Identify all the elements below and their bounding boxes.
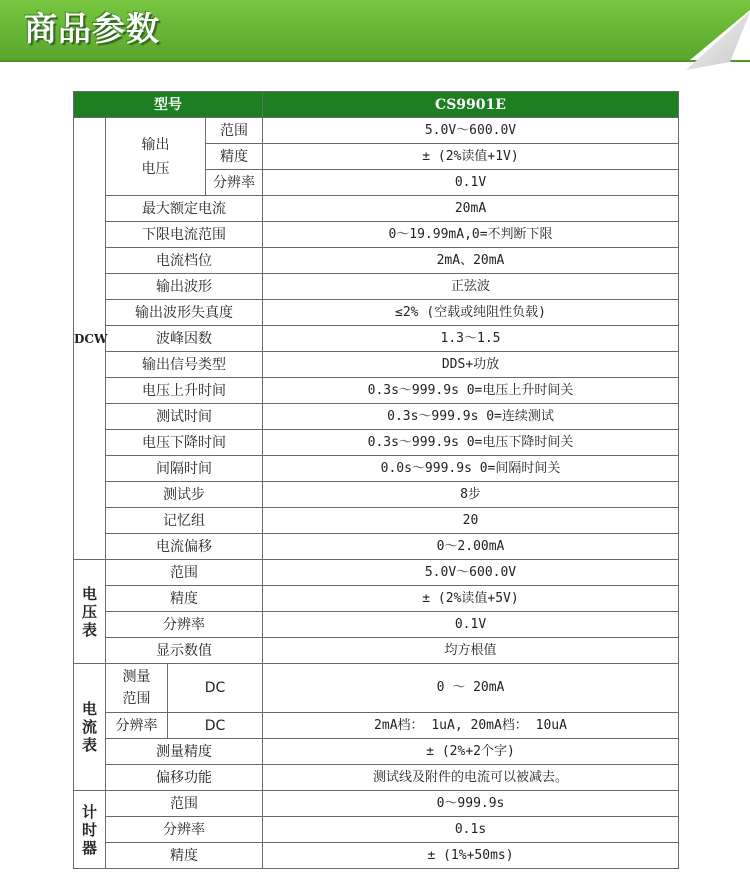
- row-value: 测试线及附件的电流可以被减去。: [263, 765, 679, 791]
- table-row: [74, 248, 679, 274]
- row-value: 均方根值: [263, 638, 679, 664]
- row-value: 5.0V～600.0V: [263, 560, 679, 586]
- table-row: [74, 638, 679, 664]
- row-value: 0～19.99mA,0=不判断下限: [263, 222, 679, 248]
- row-value: 正弦波: [263, 274, 679, 300]
- row-value: 0.1V: [263, 170, 679, 196]
- row-label: 电流偏移: [106, 534, 263, 560]
- voltmeter-group-label: 电压表: [74, 560, 106, 664]
- table-row: [74, 612, 679, 638]
- table-header-row: [74, 92, 679, 118]
- row-label: 输出波形: [106, 274, 263, 300]
- spec-table: [73, 91, 679, 869]
- row-label: 输出信号类型: [106, 352, 263, 378]
- row-value: ≤2% (空载或纯阻性负载): [263, 300, 679, 326]
- table-row: [74, 326, 679, 352]
- table-row: [74, 352, 679, 378]
- table-row: [74, 118, 679, 144]
- table-row: [74, 560, 679, 586]
- row-value: 0.3s～999.9s 0=电压上升时间关: [263, 378, 679, 404]
- row-label: 分辨率: [106, 817, 263, 843]
- timer-group-label: 计时器: [74, 791, 106, 869]
- row-value: 20mA: [263, 196, 679, 222]
- page-banner: [0, 0, 750, 72]
- page-title: 商品参数: [24, 9, 160, 48]
- range-label: 测量范围: [106, 664, 168, 713]
- row-label: 电流档位: [106, 248, 263, 274]
- row-value: 1.3～1.5: [263, 326, 679, 352]
- ammeter-group-label: 电流表: [74, 664, 106, 791]
- row-value: 0.0s～999.9s 0=间隔时间关: [263, 456, 679, 482]
- model-value: CS9901E: [263, 92, 679, 118]
- row-value: 0.1V: [263, 612, 679, 638]
- dcw-group-label: DCW: [74, 118, 106, 560]
- row-label: 记忆组: [106, 508, 263, 534]
- resolution-label: 分辨率: [106, 713, 168, 739]
- row-label: 测量精度: [106, 739, 263, 765]
- model-label: 型号: [74, 92, 263, 118]
- row-value: 0.1s: [263, 817, 679, 843]
- row-label: 精度: [206, 144, 263, 170]
- row-value: 0 ～ 20mA: [263, 664, 679, 713]
- table-row: [74, 508, 679, 534]
- row-label: 最大额定电流: [106, 196, 263, 222]
- row-value: ± (1%+50ms): [263, 843, 679, 869]
- row-value: 0～2.00mA: [263, 534, 679, 560]
- row-label: 波峰因数: [106, 326, 263, 352]
- row-value: ± (2%+2个字): [263, 739, 679, 765]
- row-label: 范围: [106, 560, 263, 586]
- table-row: [74, 300, 679, 326]
- row-label: 分辨率: [206, 170, 263, 196]
- table-row: [74, 586, 679, 612]
- row-label: 输出波形失真度: [106, 300, 263, 326]
- row-label: 分辨率: [106, 612, 263, 638]
- row-label: 精度: [106, 843, 263, 869]
- row-value: 8步: [263, 482, 679, 508]
- row-label: 下限电流范围: [106, 222, 263, 248]
- row-label: 范围: [106, 791, 263, 817]
- row-value: 0.3s～999.9s 0=连续测试: [263, 404, 679, 430]
- table-row: [74, 765, 679, 791]
- row-value: 2mA、20mA: [263, 248, 679, 274]
- row-label: 精度: [106, 586, 263, 612]
- table-row: [74, 534, 679, 560]
- table-row: [74, 843, 679, 869]
- table-row: [74, 456, 679, 482]
- row-label: 测试时间: [106, 404, 263, 430]
- row-label: 范围: [206, 118, 263, 144]
- row-value: DDS+功放: [263, 352, 679, 378]
- row-label: 电压下降时间: [106, 430, 263, 456]
- table-row: [74, 222, 679, 248]
- row-value: 0.3s～999.9s 0=电压下降时间关: [263, 430, 679, 456]
- row-label: 偏移功能: [106, 765, 263, 791]
- row-value: ± (2%读值+1V): [263, 144, 679, 170]
- table-row: [74, 274, 679, 300]
- row-value: 5.0V～600.0V: [263, 118, 679, 144]
- resolution-mode: DC: [168, 713, 263, 739]
- table-row: [74, 196, 679, 222]
- table-row: [74, 482, 679, 508]
- row-label: 显示数值: [106, 638, 263, 664]
- table-row: [74, 664, 679, 713]
- row-label: 电压上升时间: [106, 378, 263, 404]
- table-row: [74, 713, 679, 739]
- row-label: 测试步: [106, 482, 263, 508]
- range-mode: DC: [168, 664, 263, 713]
- row-label: 间隔时间: [106, 456, 263, 482]
- output-voltage-label: 输出电压: [106, 118, 206, 196]
- table-row: [74, 817, 679, 843]
- table-row: [74, 404, 679, 430]
- table-row: [74, 430, 679, 456]
- row-value: 20: [263, 508, 679, 534]
- table-row: [74, 791, 679, 817]
- row-value: 2mA档： 1uA, 20mA档： 10uA: [263, 713, 679, 739]
- row-value: 0～999.9s: [263, 791, 679, 817]
- table-row: [74, 739, 679, 765]
- table-row: [74, 378, 679, 404]
- row-value: ± (2%读值+5V): [263, 586, 679, 612]
